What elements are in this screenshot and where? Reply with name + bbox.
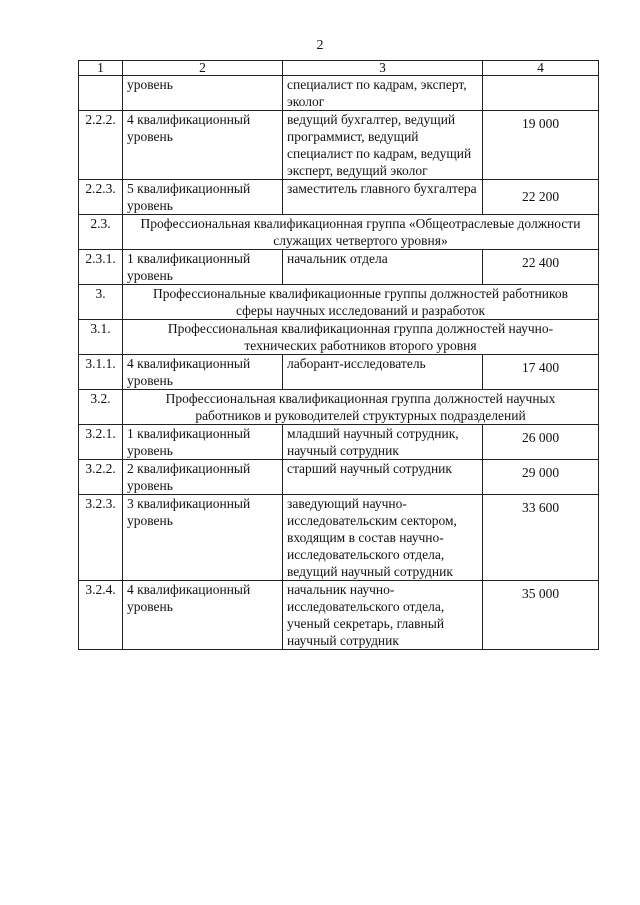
salary: 17 400	[483, 355, 599, 390]
table-row	[79, 180, 599, 215]
group-title: Профессиональные квалификационные группы должностей работников сферы научных исследований и разработок	[123, 285, 599, 320]
group-row	[79, 390, 599, 425]
page-number: 2	[316, 38, 324, 53]
table-row	[79, 355, 599, 390]
positions: заведующий научно-исследовательским сектором, входящим в состав научно-исследовательского отдела, ведущий научный сотрудник	[283, 495, 483, 581]
table-row	[79, 76, 599, 111]
group-title: Профессиональная квалификационная группа «Общеотраслевые должности служащих четвертого уровня»	[123, 215, 599, 250]
qualification-level: уровень	[123, 76, 283, 111]
salary: 26 000	[483, 425, 599, 460]
row-number: 2.3.1.	[79, 250, 123, 285]
column-header-4: 4	[483, 61, 599, 76]
table-row	[79, 111, 599, 180]
salary: 22 400	[483, 250, 599, 285]
group-row	[79, 285, 599, 320]
row-number: 3.2.4.	[79, 581, 123, 650]
table-row	[79, 460, 599, 495]
row-number: 3.2.2.	[79, 460, 123, 495]
row-number: 3.2.1.	[79, 425, 123, 460]
qualification-level: 4 квалификационный уровень	[123, 355, 283, 390]
row-number: 2.2.3.	[79, 180, 123, 215]
qualification-level: 1 квалификационный уровень	[123, 425, 283, 460]
group-number: 3.	[79, 285, 123, 320]
group-number: 3.1.	[79, 320, 123, 355]
row-number: 2.2.2.	[79, 111, 123, 180]
column-header-1: 1	[79, 61, 123, 76]
group-number: 2.3.	[79, 215, 123, 250]
column-header-2: 2	[123, 61, 283, 76]
salary: 19 000	[483, 111, 599, 180]
qualification-level: 1 квалификационный уровень	[123, 250, 283, 285]
salary: 29 000	[483, 460, 599, 495]
salary: 35 000	[483, 581, 599, 650]
qualification-level: 3 квалификационный уровень	[123, 495, 283, 581]
table-row	[79, 425, 599, 460]
column-header-3: 3	[283, 61, 483, 76]
table-header-row	[79, 61, 599, 76]
positions: заместитель главного бухгалтера	[283, 180, 483, 215]
salary	[483, 76, 599, 111]
group-row	[79, 215, 599, 250]
group-row	[79, 320, 599, 355]
table-row	[79, 581, 599, 650]
positions: специалист по кадрам, эксперт, эколог	[283, 76, 483, 111]
positions: начальник научно-исследовательского отдела, ученый секретарь, главный научный сотрудник	[283, 581, 483, 650]
salary: 22 200	[483, 180, 599, 215]
table-row	[79, 495, 599, 581]
positions: младший научный сотрудник, научный сотрудник	[283, 425, 483, 460]
qualification-level: 4 квалификационный уровень	[123, 581, 283, 650]
qualification-level: 4 квалификационный уровень	[123, 111, 283, 180]
salary-table	[78, 60, 599, 650]
positions: начальник отдела	[283, 250, 483, 285]
group-title: Профессиональная квалификационная группа должностей научно-технических работников второго уровня	[123, 320, 599, 355]
salary: 33 600	[483, 495, 599, 581]
row-number: 3.2.3.	[79, 495, 123, 581]
table-row	[79, 250, 599, 285]
row-number	[79, 76, 123, 111]
positions: старший научный сотрудник	[283, 460, 483, 495]
positions: ведущий бухгалтер, ведущий программист, ведущий специалист по кадрам, ведущий эксперт, ведущий эколог	[283, 111, 483, 180]
positions: лаборант-исследователь	[283, 355, 483, 390]
qualification-level: 5 квалификационный уровень	[123, 180, 283, 215]
qualification-level: 2 квалификационный уровень	[123, 460, 283, 495]
group-title: Профессиональная квалификационная группа должностей научных работников и руководителей структурных подразделений	[123, 390, 599, 425]
group-number: 3.2.	[79, 390, 123, 425]
row-number: 3.1.1.	[79, 355, 123, 390]
